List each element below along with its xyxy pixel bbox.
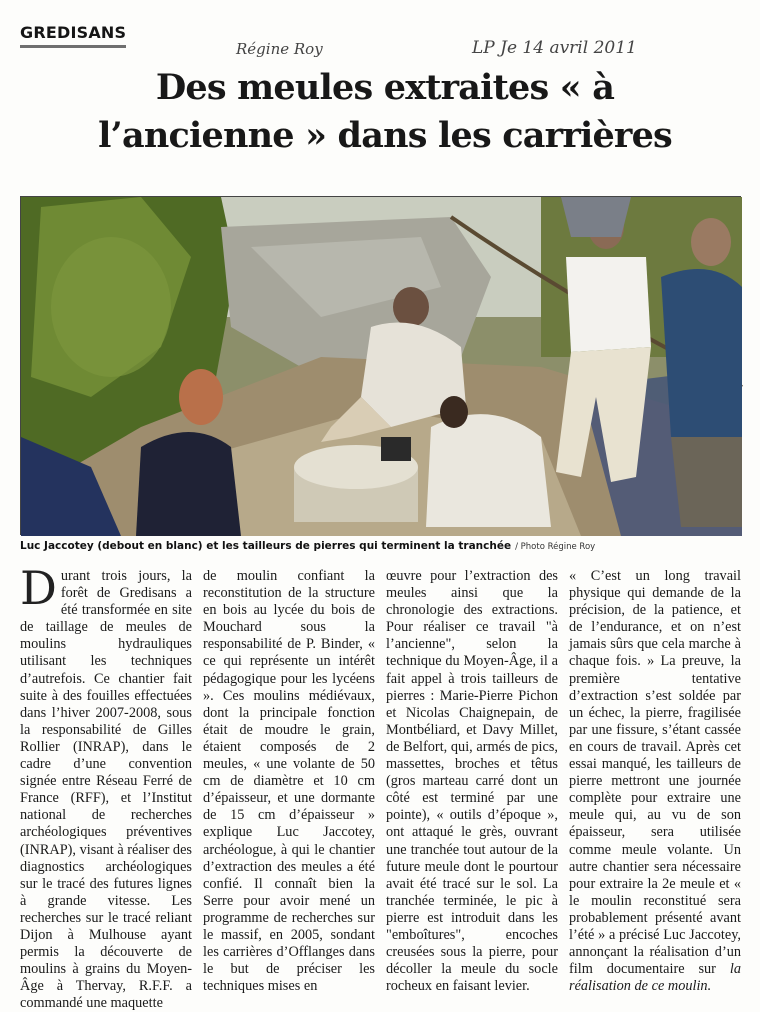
drop-cap: D — [20, 561, 57, 615]
handwritten-author-note: Régine Roy — [236, 40, 323, 58]
column-4-closing-italic: la réalisation de ce moulin. — [569, 961, 741, 995]
caption-text: Luc Jaccotey (debout en blanc) et les tailleurs de pierres qui terminent la tranchée — [20, 540, 512, 552]
handwritten-date-note: LP Je 14 avril 2011 — [472, 38, 637, 58]
article-headline — [40, 64, 730, 160]
photo-caption — [20, 540, 741, 552]
forest-quarry-scene — [21, 197, 742, 536]
article-column-4 — [569, 568, 741, 995]
article-column-2 — [203, 568, 375, 995]
photo-credit: / Photo Régine Roy — [515, 542, 596, 552]
headline-line-1: Des meules extraites « à — [155, 67, 615, 108]
column-3-text: œuvre pour l’extraction des meules ainsi que la chronologie des extractions. Pour réaliser ce travail "à l’ancienne", selon la technique du Moyen-Âge, il a fait appel à trois tailleurs de pierres : Marie-Pierre Pichon et Nicolas Chaignepain, de Montbéliard, et Davy Millet, de Belfort, qui, armés de pics, massettes, broches et têtus (gros marteau carré dont un côté est terminé par une pointe), « outils d’époque », ont attaqué le grès, ouvrant une tranchée tout autour de la future meule dont le pourtour avait été tracé sur le sol. La tranchée terminée, le pic à pierre est introduit dans les "emboîtures", encoches creusées sous la pierre, pour décoller la meule du socle rocheux en faisant levier. — [386, 568, 558, 995]
article-photo — [20, 196, 741, 535]
column-2-text: de moulin confiant la reconstitution de la structure en bois au lycée du bois de Mouchard sous la responsabilité de P. Binder, « ce qui représente un intérêt pédagogique pour les lycéens ». Ces moulins médiévaux, dont la principale fonction était de moudre le grain, étaient composés de 2 meules, « une volante de 50 cm de diamètre et 10 cm d’épaisseur, et une dormante de 15 cm d’épaisseur » explique Luc Jaccotey, archéologue, à qui le chantier d’extraction des meules a été confié. Il connaît bien la Serre pour avoir mené un programme de recherches sur le massif, en 2005, sondant les carrières d’Offlanges dans le but de préciser les techniques mises en — [203, 568, 375, 995]
headline-line-2: l’ancienne » dans les carrières — [98, 115, 672, 156]
article-column-3 — [386, 568, 558, 995]
section-kicker: GREDISANS — [20, 20, 126, 48]
column-1-text: urant trois jours, la forêt de Gredisans a été transformée en site de taillage de meules de moulins hydrauliques utilisant les techniques d’autrefois. Ce chantier fait suite à des fouilles effectuées dans l’hiver 2007-2008, sous la responsabilité de Gilles Rollier (INRAP), dans le cadre d’une convention signée entre Réseau Ferré de France (RFF), et l’Institut national de recherches archéologiques préventives (INRAP), visant à réaliser des diagnostics archéologiques sur le tracé des futures lignes à grande vitesse. Les recherches sur le tracé reliant Dijon à Mulhouse ayant permis la découverte de moulins à grains du Moyen-Âge à Thervay, R.F.F. a commandé une maquette — [20, 568, 192, 1012]
article-column-1 — [20, 561, 192, 1012]
column-4-text: « C’est un long travail physique qui demande de la précision, de la patience, et de l’endurance, et on n’est jamais sûrs que cela marche à chaque fois. » La preuve, la première tentative d’extraction s’est soldée par un échec, la pierre, fragilisée par une fissure, s’étant cassée en cours de travail. Après cet essai manqué, les tailleurs de pierre mettront une journée complète pour extraire une meule qui, au vu de son épaisseur, sera utilisée comme meule volante. Un autre chantier sera nécessaire pour extraire la 2e meule et « le moulin reconstitué sera probablement présenté avant l’été » a précisé Luc Jaccotey, annonçant la réalisation d’un film documentaire sur — [569, 568, 741, 978]
